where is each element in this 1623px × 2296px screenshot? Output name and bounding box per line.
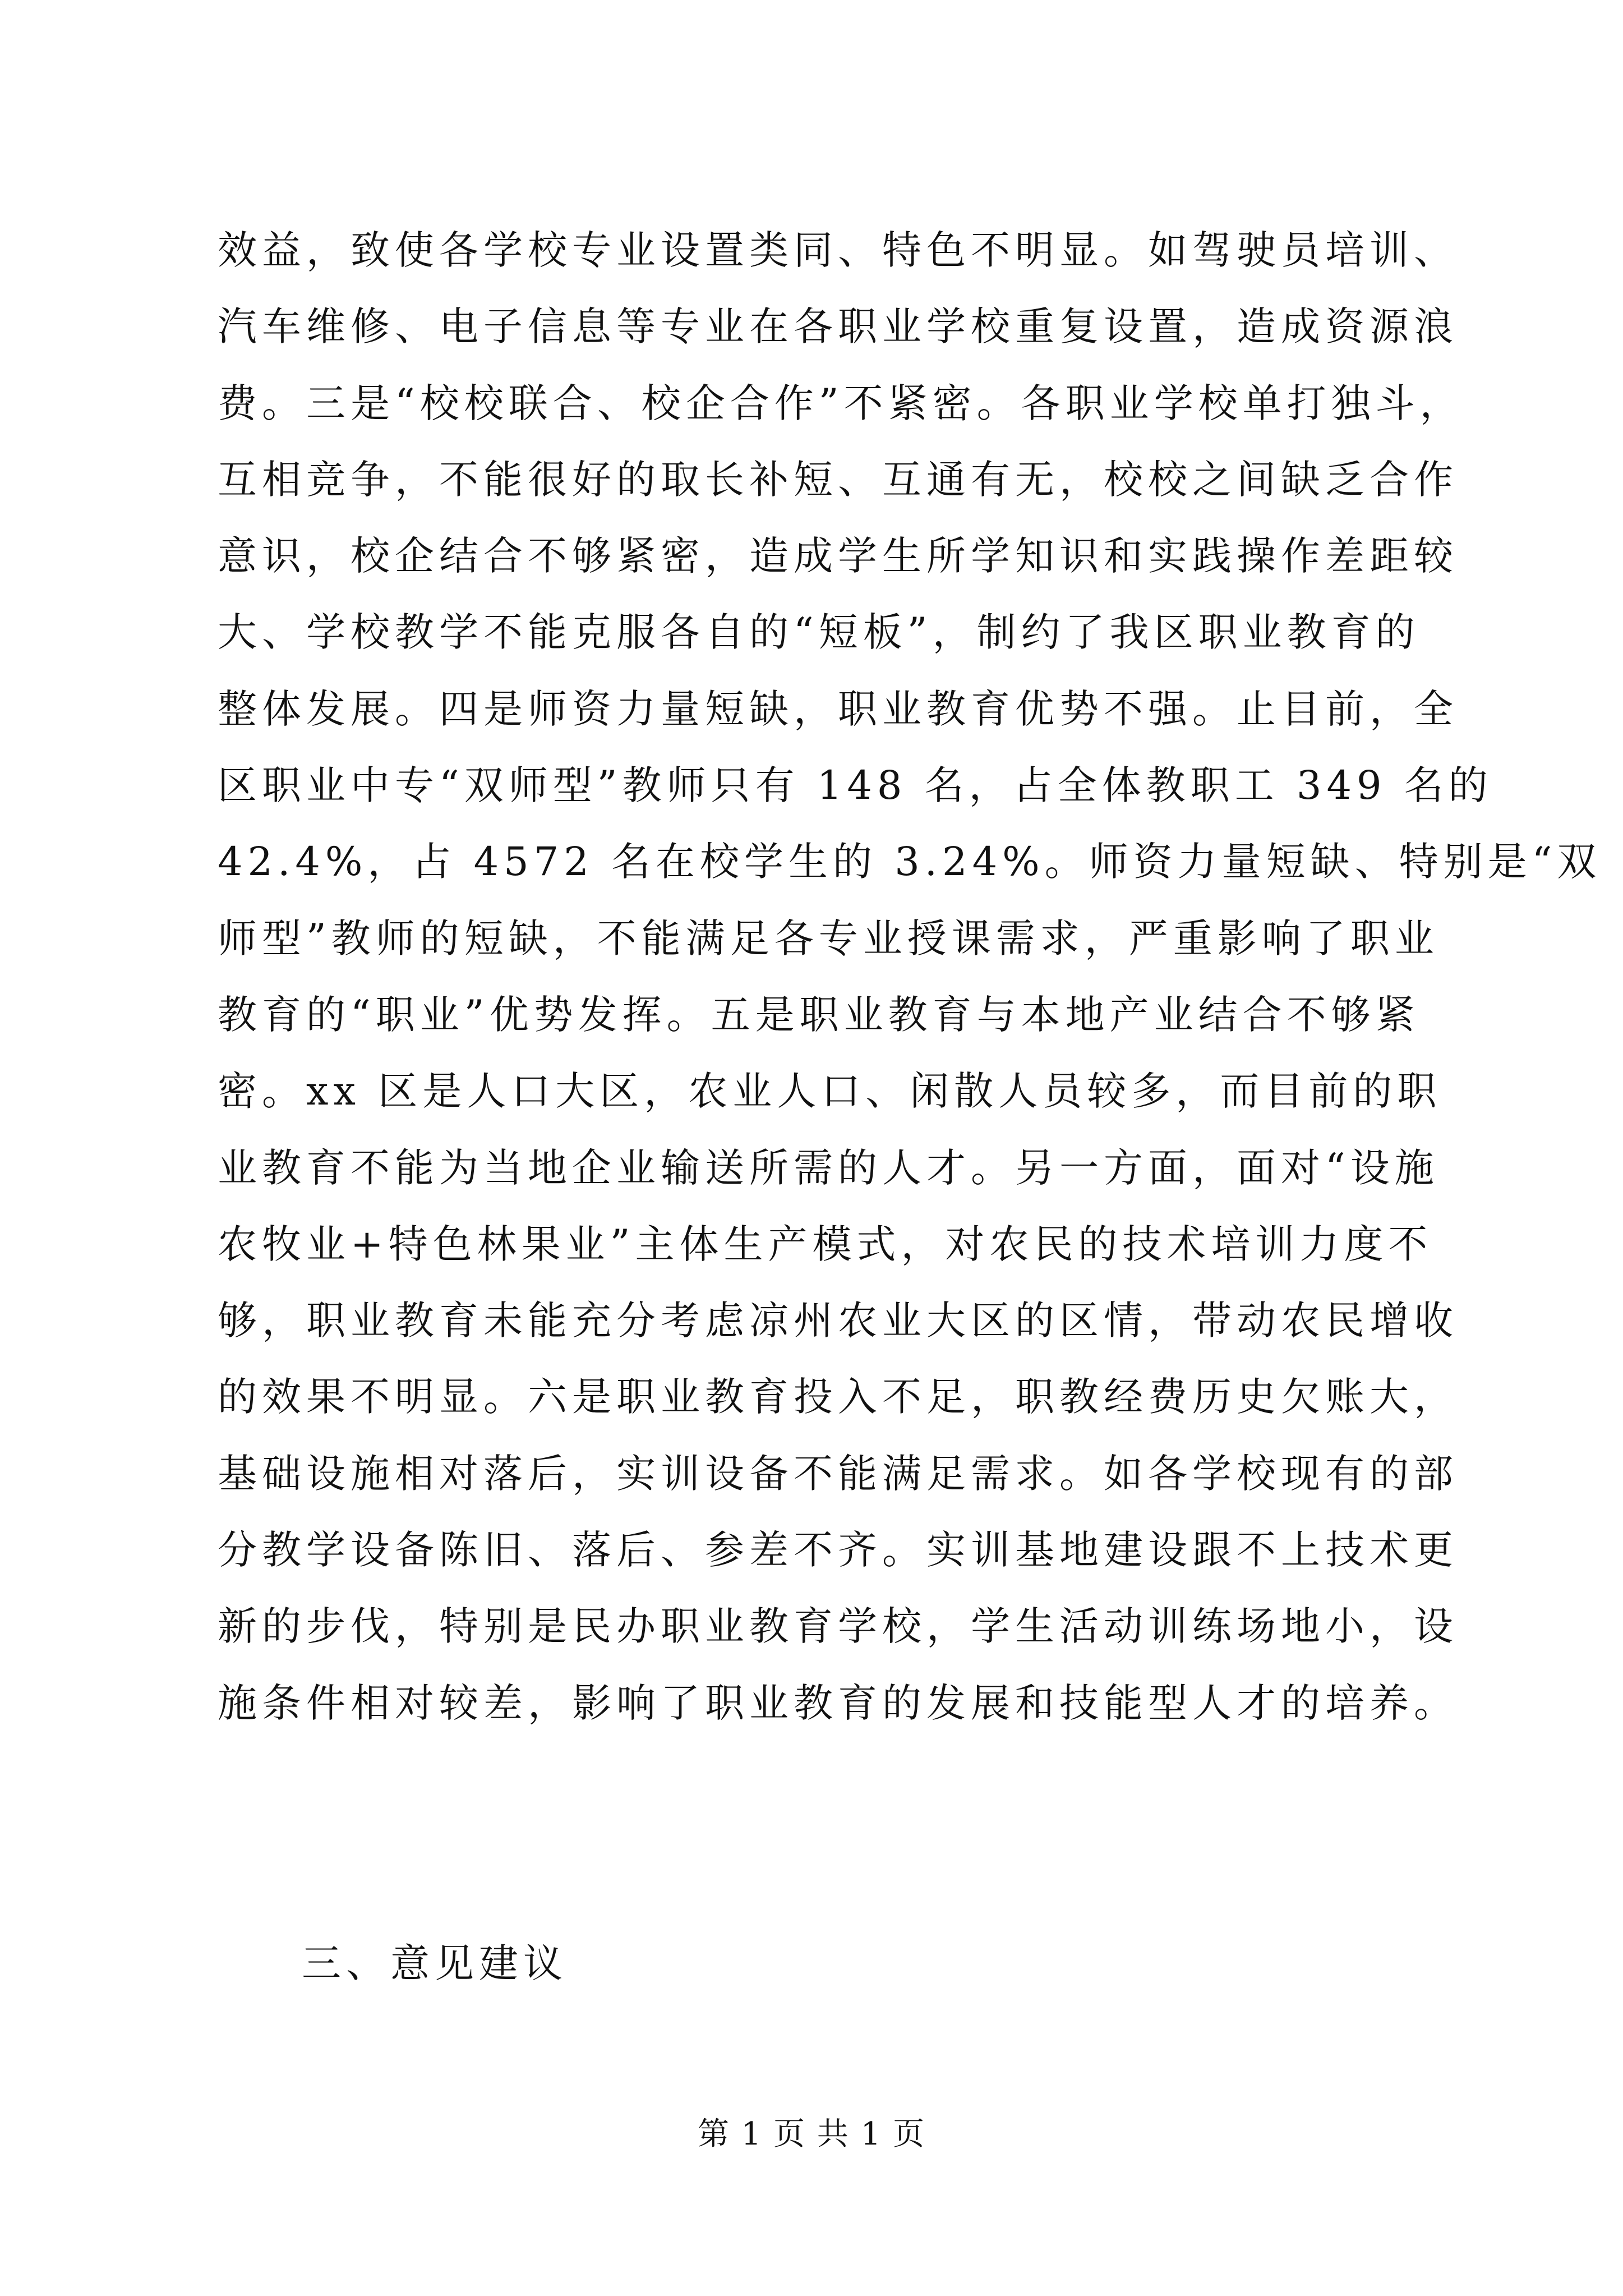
text-line: 的效果不明显。六是职业教育投入不足，职教经费历史欠账大， (218, 1374, 1458, 1420)
text-line: 够，职业教育未能充分考虑凉州农业大区的区情，带动农民增收 (218, 1297, 1458, 1344)
text-line: 分教学设备陈旧、落后、参差不齐。实训基地建设跟不上技术更 (218, 1527, 1458, 1573)
text-line: 汽车维修、电子信息等专业在各职业学校重复设置，造成资源浪 (218, 303, 1458, 350)
text-line: 施条件相对较差，影响了职业教育的发展和技能型人才的培养。 (218, 1680, 1458, 1726)
page-footer: 第 1 页 共 1 页 (697, 2116, 926, 2152)
text-line: 教育的“职业”优势发挥。五是职业教育与本地产业结合不够紧 (218, 991, 1420, 1038)
text-line: 费。三是“校校联合、校企合作”不紧密。各职业学校单打独斗， (218, 380, 1464, 426)
section-heading: 三、意见建议 (302, 1940, 568, 1986)
text-line: 密。xx 区是人口大区，农业人口、闲散人员较多，而目前的职 (218, 1068, 1442, 1115)
text-line: 新的步伐，特别是民办职业教育学校，学生活动训练场地小，设 (218, 1603, 1458, 1650)
text-line: 效益，致使各学校专业设置类同、特色不明显。如驾驶员培训、 (218, 227, 1458, 273)
text-line: 业教育不能为当地企业输送所需的人才。另一方面，面对“设施 (218, 1144, 1439, 1191)
body-paragraph (218, 212, 1602, 1741)
text-line: 基础设施相对落后，实训设备不能满足需求。如各学校现有的部 (218, 1450, 1458, 1497)
text-line: 42.4%，占 4572 名在校学生的 3.24%。师资力量短缺、特别是“双 (218, 839, 1602, 885)
text-line: 区职业中专“双师型”教师只有 148 名，占全体教职工 349 名的 (218, 762, 1493, 809)
text-line: 互相竞争，不能很好的取长补短、互通有无，校校之间缺乏合作 (218, 456, 1458, 503)
text-line: 意识，校企结合不够紧密，造成学生所学知识和实践操作差距较 (218, 533, 1458, 579)
text-line: 整体发展。四是师资力量短缺，职业教育优势不强。止目前，全 (218, 685, 1458, 732)
text-line: 大、学校教学不能克服各自的“短板”，制约了我区职业教育的 (218, 609, 1420, 656)
text-line: 农牧业+特色林果业”主体生产模式，对农民的技术培训力度不 (218, 1221, 1433, 1267)
text-line: 师型”教师的短缺，不能满足各专业授课需求，严重影响了职业 (218, 915, 1439, 961)
